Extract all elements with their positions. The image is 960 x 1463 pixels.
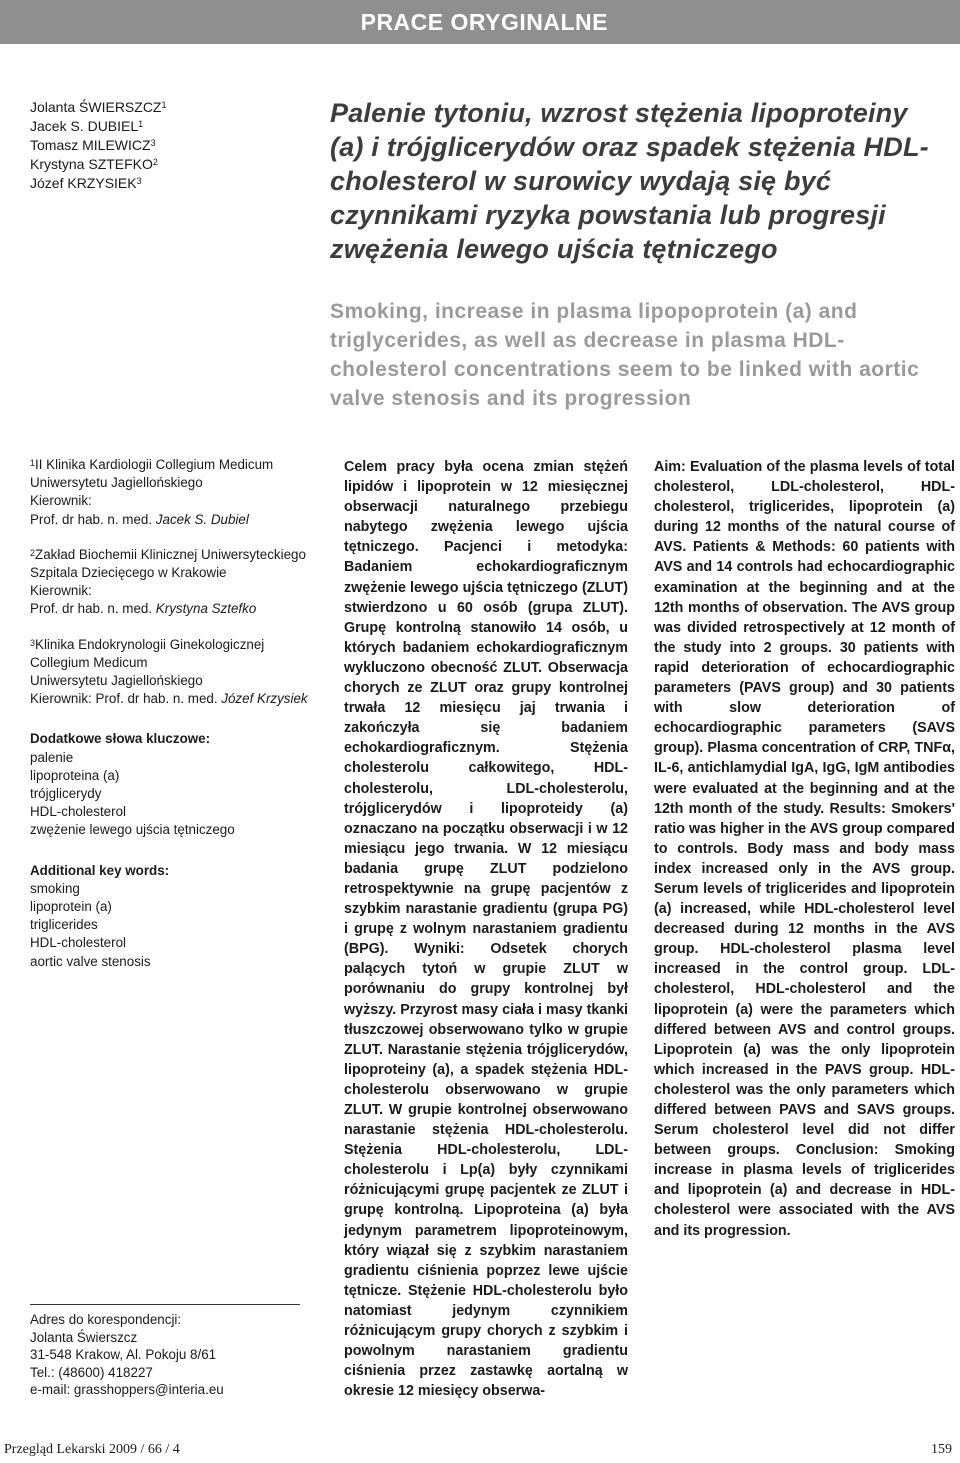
section-header-bar [0, 0, 960, 44]
affiliation-2: $^2$Zakład Biochemii Klinicznej Uniwersyteckiego Szpitala Dziecięcego w Krakowie Kierownik: Prof. dr hab. n. med. Krystyna Sztefko [30, 546, 306, 617]
keywords-english: Additional key words: smoking lipoprotein (a) triglicerides HDL-cholesterol aortic valve stenosis [30, 862, 170, 969]
title-english: Smoking, increase in plasma lipopoprotein (a) and triglycerides, as well as decrease in plasma HDL-cholesterol concentrations seem to be linked with aortic valve stenosis and its progression [330, 300, 920, 410]
affiliations-column [30, 456, 310, 971]
author: Jacek S. DUBIEL$^1$ [30, 118, 144, 134]
keywords-polish: Dodatkowe słowa kluczowe: palenie lipoproteina (a) trójglicerydy HDL-cholesterol zwężenie lewego ujścia tętniczego [30, 731, 235, 838]
correspondence-address: Adres do korespondencji: Jolanta Świerszcz 31-548 Krakow, Al. Pokoju 8/61 Tel.: (48600) 418227 e-mail: grasshoppers@interia.eu [30, 1304, 300, 1399]
affiliation-3: $^3$Klinika Endokrynologii Ginekologicznej Collegium Medicum Uniwersytetu Jagiellońskiego Kierownik: Prof. dr hab. n. med. Józef Krzysiek [30, 636, 308, 707]
author-list [30, 98, 167, 193]
title-polish: Palenie tytoniu, wzrost stężenia lipoproteiny (a) i trójglicerydów oraz spadek stężenia HDL-cholesterol w surowicy wydają się być czynnikami ryzyka powstania lub progresji zwężenia lewego ujścia tętniczego [330, 98, 929, 264]
abstract-english: Aim: Evaluation of the plasma levels of total cholesterol, LDL-cholesterol, HDL-cholesterol, triglicerides, lipoprotein (a) during 12 months of the natural course of AVS. Patients & Methods: 60 patients with AVS and 14 controls had echocardiographic examination at the beginning and at the 12th months of observation. The AVS group was divided retrospectively at 12 month of the study into 2 groups. 30 patients with rapid deterioration of echocardiographic parameters (PAVS group) and 30 patients with slow deterioration of echocardiographic parameters (SAVS group). Plasma concentration of CRP, TNFα, IL-6, antichlamydial IgA, IgG, IgM antibodies were evaluated at the beginning and at the 12th month of the study. Results: Smokers' ratio was higher in the AVS group compared to controls. Body mass and body mass index increased only in the AVS group. Serum levels of triglicerides and lipoprotein (a) increased, while HDL-cholesterol level decreased during 12 months in the AVS group. HDL-cholesterol plasma level increased in the control group. LDL-cholesterol, HDL-cholesterol and the lipoprotein (a) were the parameters which differed between AVS and control groups. Lipoprotein (a) was the only lipoprotein which increased in the PAVS group. HDL-cholesterol was the only parameters which differed between PAVS and SAVS groups. Serum cholesterol level did not differ between groups. Conclusion: Smoking increase in plasma levels of triglicerides and lipoprotein (a) and decrease in HDL-cholesterol were associated with the AVS and its progression. [654, 459, 955, 1239]
author: Jolanta ŚWIERSZCZ$^1$ [30, 99, 167, 115]
affiliation-1: $^1$II Klinika Kardiologii Collegium Medicum Uniwersytetu Jagiellońskiego Kierownik: Prof. dr hab. n. med. Jacek S. Dubiel [30, 457, 274, 527]
page-number: 159 [931, 1442, 952, 1457]
journal-citation: Przegląd Lekarski 2009 / 66 / 4 [4, 1442, 180, 1457]
author: Józef KRZYSIEK$^3$ [30, 175, 142, 191]
author: Krystyna SZTEFKO$^2$ [30, 156, 158, 172]
abstract-polish: Celem pracy była ocena zmian stężeń lipidów i lipoprotein w 12 miesięcznej obserwacji naturalnego przebiegu nabytego zwężenia lewego ujścia tętniczego. Pacjenci i metodyka: Badaniem echokardiograficznym zwężenie lewego ujścia tętniczego (ZLUT) stwierdzono u 60 osób (grupa ZLUT). Grupę kontrolną stanowiło 14 osób, u których badaniem echokardiograficznym wykluczono obecność ZLUT. Obserwacja chorych ze ZLUT oraz grupy kontrolnej trwała 12 miesięcu jaj trwania i zakończyła się badaniem echokardiograficznym. Stężenia cholesterolu całkowitego, HDL-cholesterolu, LDL-cholesterolu, trójglicerydów i lipoproteidy (a) oznaczano na początku obserwacji i w 12 miesiącu jego trwania. W 12 miesiącu badania grupę ZLUT podzielono retrospektywnie na grupę pacjentów z szybkim narastanie gradientu (grupa PG) i grupę z wolnym narastaniem gradientu (BPG). Wyniki: Odsetek chorych palących tytoń w grupie ZLUT w porównaniu do grupy kontrolnej był wyższy. Przyrost masy ciała i masy tkanki tłuszczowej obserwowano tylko w grupie ZLUT. Narastanie stężenia trójglicerydów, lipoproteiny (a), a spadek stężenia HDL-cholesterolu obserwowano w grupie ZLUT. W grupie kontrolnej obserwowano narastanie stężenia HDL-cholesterolu. Stężenia HDL-cholesterolu, LDL-cholesterolu i Lp(a) były czynnikami różnicującymi grupę pacjentek ze ZLUT i grupę kontrolną. Lipoproteina (a) była jedynym parametrem lipoproteinowym, który wiązał się z szybkim narastaniem gradientu ciśnienia poprzez lewe ujście tętnicze. Stężenie HDL-cholesterolu było natomiast jedynym czynnikiem różnicującym grupy chorych z szybkim i powolnym narastaniem gradientu ciśnienia przez zastawkę aortalną w okresie 12 miesięcy obserwa- [344, 459, 628, 1400]
author: Tomasz MILEWICZ$^3$ [30, 137, 156, 153]
section-label: PRACE ORYGINALNE [360, 9, 608, 35]
